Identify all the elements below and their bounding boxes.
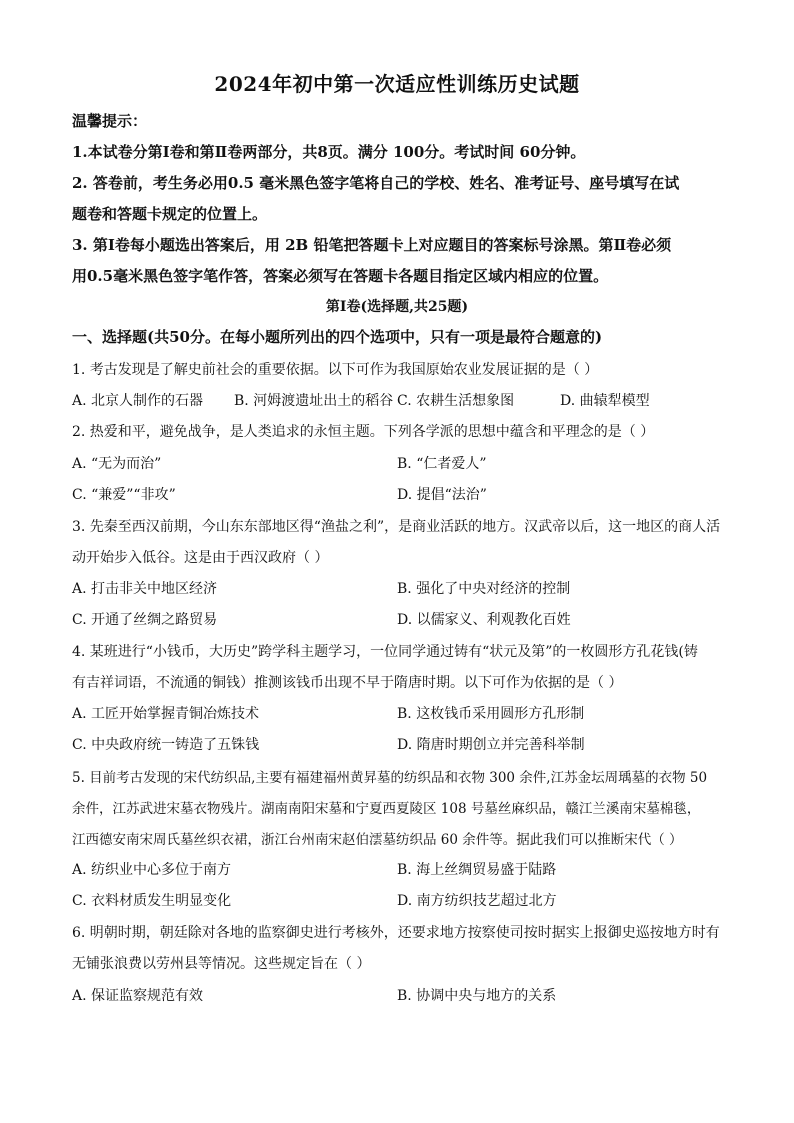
notice-line-1: 1.本试卷分第Ⅰ卷和第Ⅱ卷两部分，共8页。满分 100分。考试时间 60分钟。 [72,143,586,161]
q5-option-a: A. 纺织业中心多位于南方 [72,862,232,878]
notice-line-2a: 2. 答卷前，考生务必用0.5 毫米黑色签字笔将自己的学校、姓名、准考证号、座号填写在试 [72,174,680,192]
q2-option-b: B. “仁者爱人” [397,456,487,472]
q6-stem-line-1: 6. 明朝时期，朝廷除对各地的监察御史进行考核外，还要求地方按察使司按时据实上报御史巡按地方时有 [72,925,720,941]
q5-option-d: D. 南方纺织技艺超过北方 [397,893,557,909]
q1-option-b: B. 河姆渡遗址出土的稻谷 [234,393,394,409]
q1-stem: 1. 考古发现是了解史前社会的重要依据。以下可作为我国原始农业发展证据的是（ ） [72,362,599,378]
q5-stem-line-2: 余件，江苏武进宋墓衣物残片。湖南南阳宋墓和宁夏西夏陵区 108 号墓丝麻织品，赣江兰溪南宋墓棉毯， [72,801,701,817]
q3-stem-line-2: 动开始步入低谷。这是由于西汉政府（ ） [72,550,329,566]
q4-option-a: A. 工匠开始掌握青铜冶炼技术 [72,706,260,722]
notice-line-2b: 题卷和答题卡规定的位置上。 [72,205,268,223]
q4-stem-line-2: 有吉祥词语，不流通的铜钱）推测该钱币出现不早于隋唐时期。以下可作为依据的是（ ） [72,675,623,691]
q2-option-a: A. “无为而治” [72,456,162,472]
q6-option-b: B. 协调中央与地方的关系 [397,988,557,1004]
q1-option-c: C. 农耕生活想象图 [397,393,515,409]
q1-option-a: A. 北京人制作的石器 [72,393,204,409]
q4-stem-line-1: 4. 某班进行“小钱币，大历史”跨学科主题学习，一位同学通过铸有“状元及第”的一枚圆形方孔花钱(铸 [72,644,698,660]
q3-option-a: A. 打击非关中地区经济 [72,581,218,597]
notice-line-3a: 3. 第Ⅰ卷每小题选出答案后，用 2B 铅笔把答题卡上对应题目的答案标号涂黑。第Ⅱ卷必须 [72,236,672,254]
q2-stem: 2. 热爱和平，避免战争，是人类追求的永恒主题。下列各学派的思想中蕴含和平理念的是（ ） [72,424,655,440]
q2-option-c: C. “兼爱”“非攻” [72,487,176,503]
q5-stem-line-1: 5. 目前考古发现的宋代纺织品,主要有福建福州黄昇墓的纺织品和衣物 300 余件,江苏金坛周瑀墓的衣物 50 [72,770,708,786]
q5-option-b: B. 海上丝绸贸易盛于陆路 [397,862,557,878]
q4-option-c: C. 中央政府统一铸造了五铢钱 [72,737,260,753]
section-instructions: 一、选择题(共50分。在每小题所列出的四个选项中，只有一项是最符合题意的) [72,328,603,346]
q6-option-a: A. 保证监察规范有效 [72,988,204,1004]
q6-stem-line-2: 无铺张浪费以劳州县等情况。这些规定旨在（ ） [72,956,371,972]
q3-option-d: D. 以儒家义、利观教化百姓 [397,612,571,628]
q3-option-b: B. 强化了中央对经济的控制 [397,581,571,597]
section-title: 第Ⅰ卷(选择题,共25题) [325,299,469,315]
q4-option-d: D. 隋唐时期创立并完善科举制 [397,737,585,753]
q2-option-d: D. 提倡“法治” [397,487,487,503]
notice-line-3b: 用0.5毫米黑色签字笔作答，答案必须写在答题卡各题目指定区域内相应的位置。 [72,267,609,285]
q5-stem-line-3: 江西德安南宋周氏墓丝织衣裙，浙江台州南宋赵伯澐墓纺织品 60 余件等。据此我们可以推断宋代（ ） [72,832,683,848]
q3-option-c: C. 开通了丝绸之路贸易 [72,612,218,628]
notice-heading: 温馨提示： [72,112,148,130]
q5-option-c: C. 衣料材质发生明显变化 [72,893,232,909]
q1-option-d: D. 曲辕犁模型 [560,393,650,409]
q4-option-b: B. 这枚钱币采用圆形方孔形制 [397,706,585,722]
page-title: 2024年初中第一次适应性训练历史试题 [214,72,580,96]
q3-stem-line-1: 3. 先秦至西汉前期，今山东东部地区得“渔盐之利”，是商业活跃的地方。汉武帝以后，这一地区的商人活 [72,519,721,535]
